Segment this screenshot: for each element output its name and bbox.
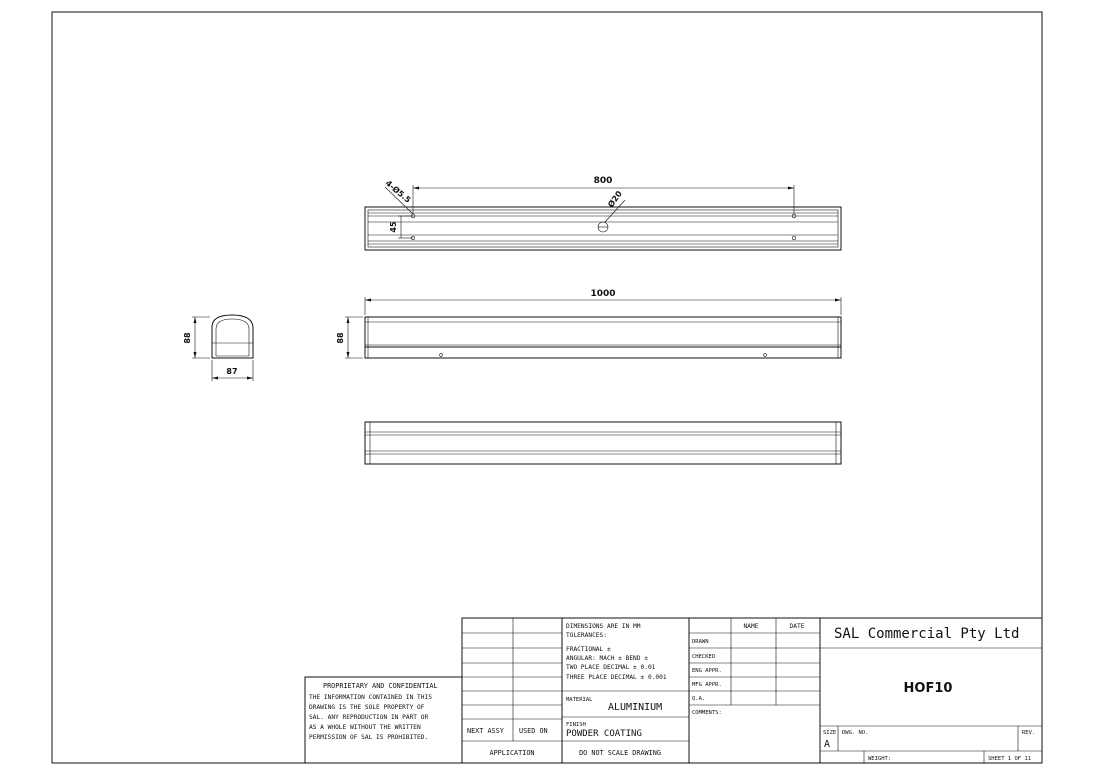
proprietary-line-1: THE INFORMATION CONTAINED IN THIS (309, 694, 432, 701)
role-drawn: DRAWN (692, 639, 709, 645)
application-label: APPLICATION (489, 749, 535, 757)
role-eng-appr: ENG APPR. (692, 668, 722, 674)
dim-hole-spacing: 800 (593, 176, 613, 186)
proprietary-line-4: AS A WHOLE WITHOUT THE WRITTEN (309, 724, 421, 731)
front-view (336, 289, 841, 358)
top-view (365, 176, 841, 250)
end-view (183, 315, 253, 381)
size-value: A (824, 739, 831, 750)
finish-label: FINISH (566, 722, 586, 728)
size-label: SIZE (823, 730, 837, 736)
sheet-label: SHEET 1 OF 11 (988, 756, 1032, 762)
finish-value: POWDER COATING (566, 729, 642, 739)
col-date: DATE (789, 623, 805, 630)
tolerance-line-2: TOLERANCES: (566, 632, 607, 639)
company-name: SAL Commercial Pty Ltd (834, 626, 1020, 642)
weight-label: WEIGHT: (868, 756, 892, 762)
role-mfg-appr: MFG APPR. (692, 682, 722, 688)
dim-side-height: 88 (336, 332, 345, 344)
role-checked: CHECKED (692, 654, 716, 660)
dim-center-hole: Ø20 (606, 189, 624, 210)
material-value: ALUMINIUM (608, 702, 663, 713)
dim-hole-dia: 4-Ø5.5 (383, 178, 413, 205)
bottom-view (365, 422, 841, 464)
tolerance-line-5: TWO PLACE DECIMAL ± 0.01 (566, 664, 656, 671)
next-assy-label: NEXT ASSY (467, 727, 504, 735)
part-number: HOF10 (903, 681, 953, 696)
no-scale-note: DO NOT SCALE DRAWING (579, 749, 661, 757)
rev-label: REV. (1022, 730, 1036, 736)
tolerance-line-1: DIMENSIONS ARE IN MM (566, 623, 641, 630)
sheet-border (52, 12, 1042, 763)
role-qa: Q.A. (692, 696, 706, 702)
dim-overall-length: 1000 (590, 289, 616, 299)
col-name: NAME (743, 623, 759, 630)
dim-end-width: 87 (226, 367, 238, 376)
tolerance-line-6: THREE PLACE DECIMAL ± 0.001 (566, 674, 667, 681)
used-on-label: USED ON (519, 727, 548, 735)
dim-end-height: 88 (183, 332, 192, 344)
proprietary-line-3: SAL. ANY REPRODUCTION IN PART OR (309, 714, 429, 721)
dwg-no-label: DWG. NO. (842, 730, 869, 736)
dim-hole-vertical: 45 (389, 221, 398, 233)
proprietary-heading: PROPRIETARY AND CONFIDENTIAL (323, 682, 438, 690)
proprietary-line-5: PERMISSION OF SAL IS PROHIBITED. (309, 734, 429, 741)
comments-label: COMMENTS: (692, 710, 722, 716)
material-label: MATERIAL (566, 697, 593, 703)
tolerance-line-4: ANGULAR: MACH ± BEND ± (566, 655, 648, 662)
title-block (305, 618, 1042, 763)
proprietary-line-2: DRAWING IS THE SOLE PROPERTY OF (309, 704, 425, 711)
tolerance-line-3: FRACTIONAL ± (566, 646, 611, 653)
